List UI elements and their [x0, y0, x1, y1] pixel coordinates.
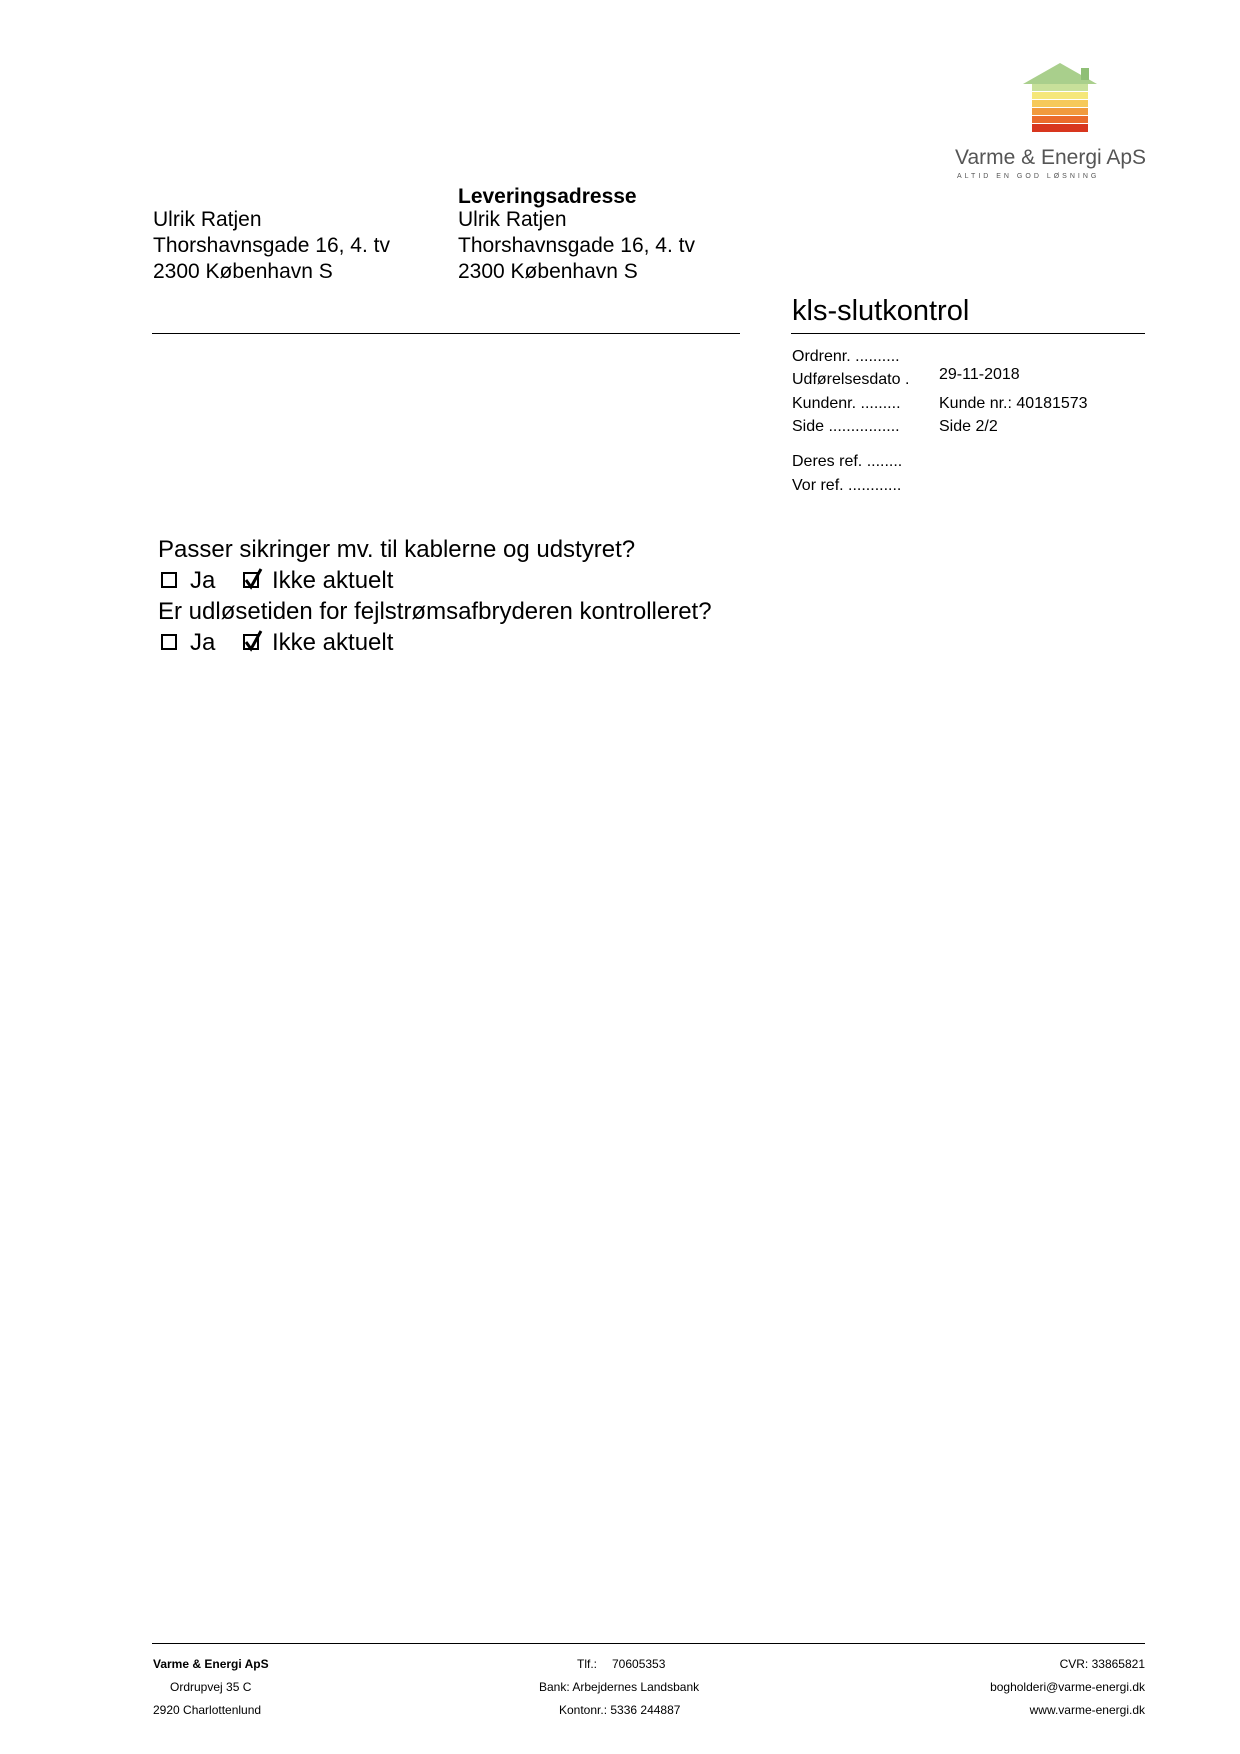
our-ref-label: Vor ref. ............	[792, 477, 902, 494]
footer-divider	[152, 1643, 1145, 1644]
house-icon	[955, 60, 1165, 132]
billing-street: Thorshavnsgade 16, 4. tv	[153, 234, 390, 257]
logo-bar	[1032, 84, 1088, 91]
logo-bar	[1032, 100, 1088, 107]
footer-website[interactable]: www.varme-energi.dk	[1029, 1703, 1145, 1717]
address-divider	[152, 333, 740, 334]
billing-city: 2300 København S	[153, 260, 333, 283]
order-number-label: Ordrenr. ..........	[792, 348, 900, 365]
logo-bar	[1032, 116, 1088, 123]
question-text: Er udløsetiden for fejlstrømsafbryderen kontrolleret?	[158, 598, 712, 625]
customer-number-label: Kundenr. .........	[792, 395, 901, 412]
customer-number-value: Kunde nr.: 40181573	[939, 395, 1088, 412]
page-value: Side 2/2	[939, 418, 998, 435]
logo-company-name: Varme & Energi ApS	[955, 146, 1147, 169]
delivery-street: Thorshavnsgade 16, 4. tv	[458, 234, 695, 257]
delivery-city: 2300 København S	[458, 260, 638, 283]
footer-street: Ordrupvej 35 C	[170, 1680, 252, 1694]
document-title: kls-slutkontrol	[792, 295, 970, 327]
checkmark-icon	[244, 630, 264, 652]
footer-company: Varme & Energi ApS	[153, 1657, 269, 1671]
date-label: Udførelsesdato .	[792, 371, 910, 388]
date-value: 29-11-2018	[939, 366, 1020, 383]
footer-email[interactable]: bogholderi@varme-energi.dk	[990, 1680, 1145, 1694]
logo-bar	[1032, 108, 1088, 115]
page-label: Side ................	[792, 418, 900, 435]
logo-bar	[1032, 92, 1088, 99]
footer-phone-label: Tlf.:	[577, 1657, 597, 1671]
na-option-label: Ikke aktuelt	[272, 567, 394, 594]
yes-checkbox[interactable]	[161, 634, 177, 650]
delivery-name: Ulrik Ratjen	[458, 208, 567, 231]
yes-checkbox[interactable]	[161, 572, 177, 588]
title-divider	[791, 333, 1145, 334]
na-option-label: Ikke aktuelt	[272, 629, 394, 656]
logo-bar	[1032, 124, 1088, 132]
footer-cvr: CVR: 33865821	[1059, 1657, 1145, 1671]
company-logo	[955, 60, 1165, 185]
footer-bank: Bank: Arbejdernes Landsbank	[539, 1680, 700, 1694]
na-checkbox[interactable]	[243, 634, 259, 650]
footer-phone: 70605353	[612, 1657, 666, 1671]
checkmark-icon	[244, 568, 264, 590]
question-text: Passer sikringer mv. til kablerne og udstyret?	[158, 536, 636, 563]
footer-city: 2920 Charlottenlund	[153, 1703, 262, 1717]
yes-option-label: Ja	[190, 567, 216, 594]
delivery-heading: Leveringsadresse	[458, 185, 637, 208]
footer-account: Kontonr.: 5336 244887	[559, 1703, 681, 1717]
na-checkbox[interactable]	[243, 572, 259, 588]
billing-name: Ulrik Ratjen	[153, 208, 262, 231]
logo-tagline: ALTID EN GOD LØSNING	[957, 173, 1100, 180]
yes-option-label: Ja	[190, 629, 216, 656]
their-ref-label: Deres ref. ........	[792, 453, 903, 470]
logo-chimney	[1081, 68, 1089, 80]
